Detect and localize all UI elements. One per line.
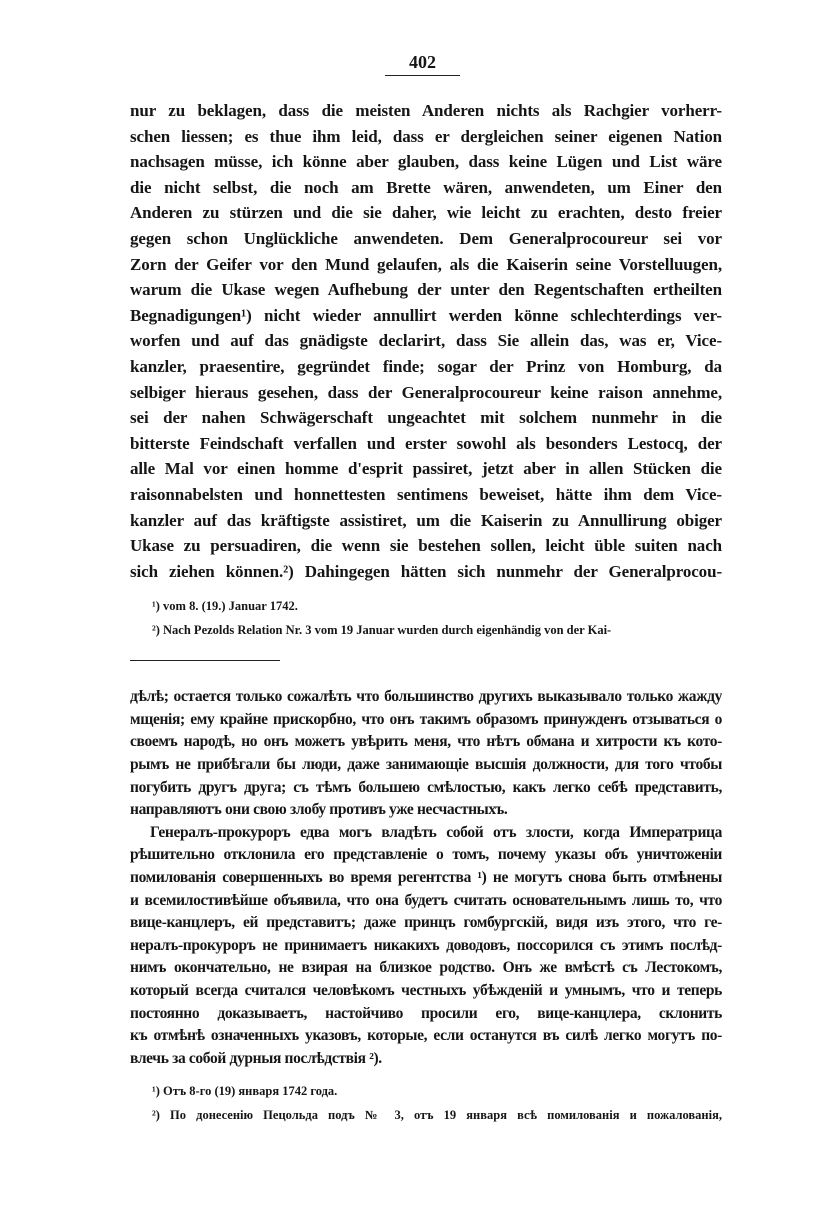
text-line: и всемилостивѣйше объявила, что она будетъ считать основательнымъ лишь то, что	[130, 891, 722, 909]
text-line: selbiger hieraus gesehen, dass der Generalprocoureur keine raison annehme,	[130, 382, 722, 402]
text-line: nur zu beklagen, dass die meisten Anderen nichts als Rachgier vorherr-	[130, 101, 722, 120]
text-line: nachsagen müsse, ich könne aber glauben, dass keine Lügen und List wäre	[130, 152, 722, 172]
text-line: влечь за собой дурныя послѣдствія ²).	[130, 1049, 382, 1067]
text-line: schen liessen; es thue ihm leid, dass er dergleichen seiner eigenen Nation	[130, 126, 722, 146]
page-body	[130, 98, 722, 1127]
russian-text	[130, 686, 722, 1070]
german-text	[130, 98, 722, 584]
text-line: bitterste Feindschaft verfallen und erster sowohl als besonders Lestocq, der	[130, 433, 722, 453]
footnote: ¹) vom 8. (19.) Januar 1742.	[152, 599, 298, 614]
text-line: мщенія; ему крайне прискорбно, что онъ такимъ образомъ принужденъ отзываться о	[130, 710, 722, 728]
text-line: который всегда считался человѣкомъ честныхъ убѣжденій и умнымъ, что и теперь	[130, 982, 722, 999]
russian-footnotes	[130, 1079, 722, 1127]
german-footnotes	[130, 594, 722, 642]
footnote: ¹) Отъ 8-го (19) января 1742 года.	[152, 1084, 338, 1099]
text-line: worfen und auf das gnädigste declarirt, dass Sie allein das, was er, Vice-	[130, 331, 722, 351]
text-line: gegen schon Unglückliche anwendeten. Dem Generalprocoureur sei vor	[130, 228, 722, 248]
text-line: sei der nahen Schwägerschaft ungeachtet mit solchem nunmehr in die	[130, 408, 722, 428]
text-line: направляютъ они свою злобу противъ уже несчастныхъ.	[130, 801, 508, 819]
text-line: постоянно доказываетъ, настойчиво просили его, вице-канцлера, склонить	[130, 1004, 722, 1022]
text-line: нимъ окончательно, не взирая на близкое родство. Онъ же вмѣстѣ съ Лестокомъ,	[130, 959, 722, 977]
text-line: Ukase zu persuadiren, die wenn sie bestehen sollen, leicht üble suiten nach	[130, 536, 722, 556]
text-line: Anderen zu stürzen und die sie daher, wie leicht zu erachten, desto freier	[130, 203, 722, 223]
text-line: warum die Ukase wegen Aufhebung der unter den Regentschaften ertheilten	[130, 280, 722, 300]
text-line: рѣшительно отклонила его представленіе о томъ, почему указы объ уничтоженіи	[130, 846, 722, 864]
text-line: погубить другъ друга; съ тѣмъ большею смѣлостью, какъ легко себѣ представить,	[130, 778, 722, 796]
footnote: ²) Nach Pezolds Relation Nr. 3 vom 19 Januar wurden durch eigenhändig von der Kai-	[152, 623, 612, 638]
text-line: Begnadigungen¹) nicht wieder annullirt werden könne schlechterdings ver-	[130, 305, 722, 325]
footnote: ²) По донесенію Пецольда подъ № 3, отъ 19 января всѣ помилованія и пожалованія,	[152, 1108, 722, 1123]
text-line: kanzler, praesentire, gegründet finde; sogar der Prinz von Homburg, da	[130, 356, 722, 376]
text-line: Генералъ-прокуроръ едва могъ владѣть собой отъ злости, когда Императрица	[150, 823, 722, 841]
text-line: die nicht selbst, die noch am Brette wären, anwendeten, um Einer den	[130, 177, 722, 197]
text-line: нералъ-прокуроръ не принимаетъ никакихъ доводовъ, поссорился съ этимъ послѣд-	[130, 936, 722, 954]
text-line: sich ziehen können.²) Dahingegen hätten sich nunmehr der Generalprocou-	[130, 561, 722, 581]
text-line: Zorn der Geifer vor den Mund gelaufen, als die Kaiserin seine Vorstelluugen,	[130, 254, 722, 274]
text-line: рымъ не прибѣгали бы люди, даже занимающіе высшія должности, для того чтобы	[130, 756, 722, 774]
text-line: alle Mal vor einen homme d'esprit passiret, jetzt aber in allen Stücken die	[130, 459, 722, 479]
text-line: къ отмѣнѣ означенныхъ указовъ, которые, если останутся въ силѣ легко могутъ по-	[130, 1027, 722, 1045]
text-line: kanzler auf das kräftigste assistiret, um die Kaiserin zu Annullirung obiger	[130, 510, 722, 530]
text-line: raisonnabelsten und honnettesten sentimens beweiset, hätte ihm dem Vice-	[130, 484, 722, 504]
text-line: вице-канцлеръ, ей представитъ; даже принцъ гомбургскій, видя изъ этого, что ге-	[130, 914, 722, 932]
text-line: помилованія совершенныхъ во время регентства ¹) не могутъ снова быть отмѣнены	[130, 869, 722, 887]
text-line: дѣлѣ; остается только сожалѣть что большинство другихъ выказывало только жажду	[130, 688, 722, 706]
page-number: 402	[385, 52, 460, 76]
text-line: своемъ народѣ, но онъ можетъ увѣрить меня, что нѣтъ обмана и хитрости къ кото-	[130, 733, 722, 751]
footnote-divider	[130, 660, 280, 661]
